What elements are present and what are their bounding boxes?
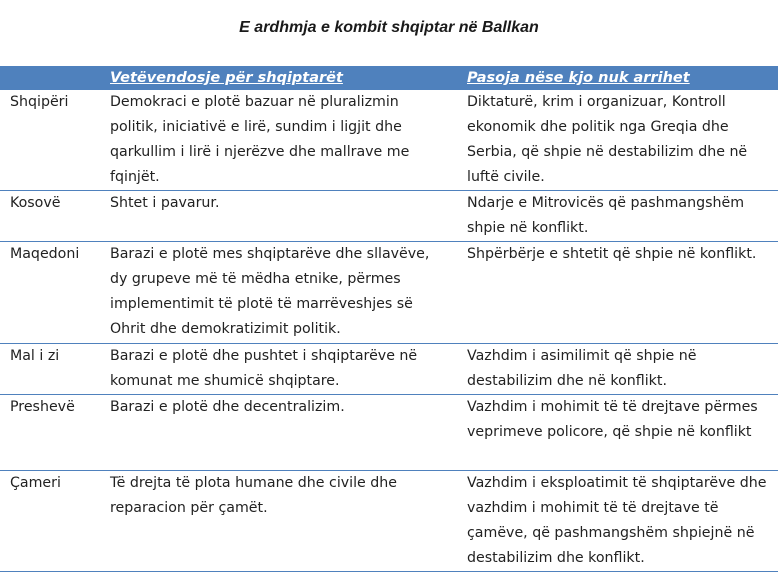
header-region <box>0 66 100 90</box>
cell-consequence: Ndarje e Mitrovicës që pashmangshëm shpie në konflikt. <box>457 191 778 242</box>
cell-region: Maqedoni <box>0 242 100 344</box>
cell-region: Kosovë <box>0 191 100 242</box>
cell-region: Mal i zi <box>0 344 100 395</box>
cell-consequence: Vazhdim i mohimit të të drejtave përmes veprimeve policore, që shpie në konflikt <box>457 395 778 471</box>
document-title: E ardhmja e kombit shqiptar në Ballkan <box>239 19 539 36</box>
cell-consequence: Shpërbërje e shtetit që shpie në konflikt. <box>457 242 778 344</box>
table-row <box>0 242 778 344</box>
cell-self-determination: Barazi e plotë dhe pushtet i shqiptarëve në komunat me shumicë shqiptare. <box>100 344 457 395</box>
cell-consequence: Diktaturë, krim i organizuar, Kontroll ekonomik dhe politik nga Greqia dhe Serbia, që shpie në destabilizim dhe në luftë civile. <box>457 90 778 191</box>
table-row <box>0 471 778 572</box>
cell-region: Çameri <box>0 471 100 572</box>
table-row <box>0 395 778 471</box>
cell-region: Preshevë <box>0 395 100 471</box>
header-self-determination: Vetëvendosje për shqiptarët <box>110 70 343 86</box>
cell-self-determination: Demokraci e plotë bazuar në pluralizmin politik, iniciativë e lirë, sundim i ligjit dhe qarkullim i lirë i njerëzve dhe mallrave me fqinjët. <box>100 90 457 191</box>
header-consequence: Pasoja nëse kjo nuk arrihet <box>467 70 690 86</box>
cell-self-determination: Barazi e plotë mes shqiptarëve dhe sllavëve, dy grupeve më të mëdha etnike, përmes implementimit të plotë të marrëveshjes së Ohrit dhe demokratizimit politik. <box>100 242 457 344</box>
cell-self-determination: Të drejta të plota humane dhe civile dhe reparacion për çamët. <box>100 471 457 572</box>
cell-self-determination: Barazi e plotë dhe decentralizim. <box>100 395 457 471</box>
table-row <box>0 90 778 191</box>
cell-region: Shqipëri <box>0 90 100 191</box>
data-table <box>0 66 778 572</box>
table-row <box>0 344 778 395</box>
table-header-row <box>0 66 778 90</box>
cell-self-determination: Shtet i pavarur. <box>100 191 457 242</box>
cell-consequence: Vazhdim i asimilimit që shpie në destabilizim dhe në konflikt. <box>457 344 778 395</box>
table-row <box>0 191 778 242</box>
cell-consequence: Vazhdim i eksploatimit të shqiptarëve dhe vazhdim i mohimit të të drejtave të çamëve, që pashmangshëm shpiejnë në destabilizim dhe konflikt. <box>457 471 778 572</box>
